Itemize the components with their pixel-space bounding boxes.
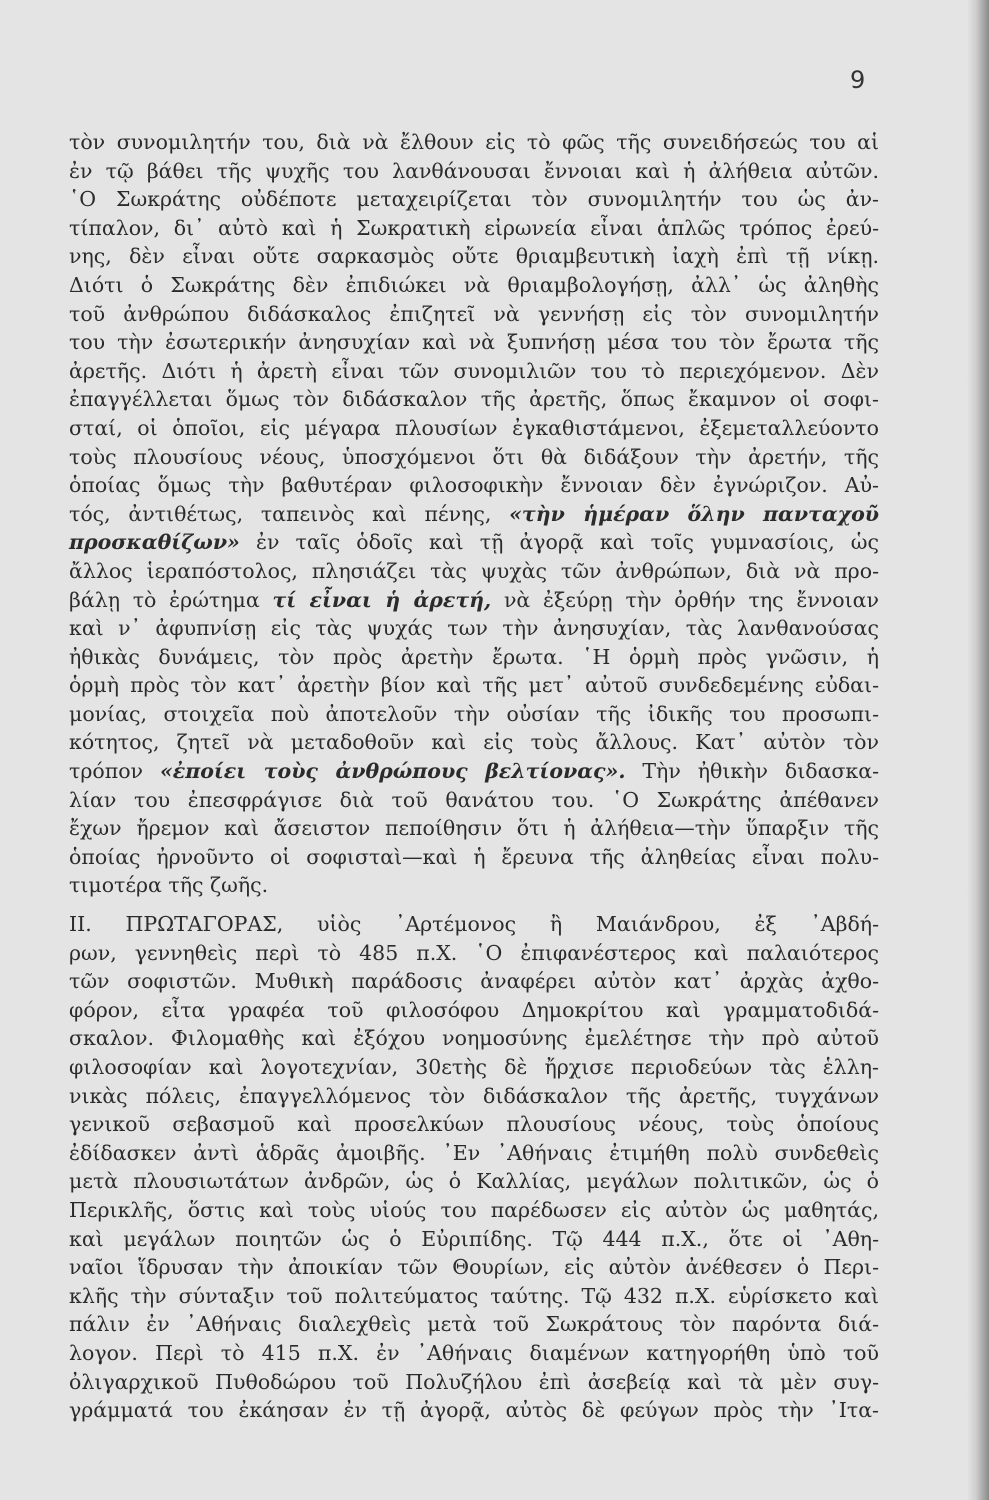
text-line: τοῦ ἀνθρώπου διδάσκαλος ἐπιζητεῖ νὰ γεννήσῃ εἰς τὸν συνομιλητήν xyxy=(69,301,879,326)
text-line: τρόπον «ἐποίει τοὺς ἀνθρώπους βελτίονας». Τὴν ἠθικὴν διδασκα- xyxy=(69,759,880,784)
text-line: τοὺς πλουσίους νέους, ὑποσχόμενοι ὅτι θὰ διδάξουν τὴν ἀρετήν, τῆς xyxy=(69,444,879,469)
text-line: σταί, οἱ ὁποῖοι, εἰς μέγαρα πλουσίων ἐγκαθιστάμενοι, ἐξεμεταλλεύοντο xyxy=(69,415,879,440)
text-line: τὸν συνομιλητήν του, διὰ νὰ ἔλθουν εἰς τὸ φῶς τῆς συνειδήσεώς του αἱ xyxy=(69,130,879,154)
text-line: βάλῃ τὸ ἐρώτημα τί εἶναι ἡ ἀρετή, νὰ ἐξεύρῃ τὴν ὀρθήν της ἔννοιαν xyxy=(69,587,879,612)
text-line: τιμοτέρα τῆς ζωῆς. xyxy=(69,873,269,898)
text-line: τίπαλον, δι᾿ αὐτὸ καὶ ἡ Σωκρατικὴ εἰρωνεία εἶναι ἁπλῶς τρόπος ἐρεύ- xyxy=(69,215,879,240)
text-line: φόρον, εἶτα γραφέα τοῦ φιλοσόφου Δημοκρίτου καὶ γραμματοδιδά- xyxy=(69,997,879,1022)
emphasized-quote: προσκαθίζων» xyxy=(69,530,240,555)
text-line: ἠθικὰς δυνάμεις, τὸν πρὸς ἀρετὴν ἔρωτα. ῾Η ὁρμὴ πρὸς γνῶσιν, ἡ xyxy=(69,644,879,669)
text-line: λογον. Περὶ τὸ 415 π.Χ. ἐν ᾿Αθήναις διαμένων κατηγορήθη ὑπὸ τοῦ xyxy=(69,1340,879,1365)
emphasized-quote: τί εἶναι ἡ ἀρετή, xyxy=(272,587,492,612)
text-line: ὀλιγαρχικοῦ Πυθοδώρου τοῦ Πολυζήλου ἐπὶ ἀσεβείᾳ καὶ τὰ μὲν συγ- xyxy=(69,1369,879,1394)
text-line: τός, ἀντιθέτως, ταπεινὸς καὶ πένης, «τὴν ἡμέραν ὅλην πανταχοῦ xyxy=(69,501,879,526)
emphasized-quote: «τὴν ἡμέραν ὅλην πανταχοῦ xyxy=(509,501,879,526)
text-line: ναῖοι ἵδρυσαν τὴν ἀποικίαν τῶν Θουρίων, εἰς αὐτὸν ἀνέθεσεν ὁ Περι- xyxy=(69,1255,879,1280)
text-line: ὁποίας ἠρνοῦντο οἱ σοφισταὶ—καὶ ἡ ἔρευνα τῆς ἀληθείας εἶναι πολυ- xyxy=(69,844,879,869)
paragraph-gap xyxy=(69,900,879,910)
text-line: του τὴν ἐσωτερικήν ἀνησυχίαν καὶ νὰ ξυπνήσῃ μέσα του τὸν ἔρωτα τῆς xyxy=(69,330,879,355)
text-line: πάλιν ἐν ᾿Αθήναις διαλεχθεὶς μετὰ τοῦ Σωκράτους τὸν παρόντα διά- xyxy=(69,1312,879,1337)
text-line: κότητος, ζητεῖ νὰ μεταδοθοῦν καὶ εἰς τοὺς ἄλλους. Κατ᾿ αὐτὸν τὸν xyxy=(69,730,879,755)
text-line: ὁρμὴ πρὸς τὸν κατ᾿ ἀρετὴν βίον καὶ τῆς μετ᾿ αὐτοῦ συνδεδεμένης εὐδαι- xyxy=(69,673,879,698)
text-line: ὁποίας ὅμως τὴν βαθυτέραν φιλοσοφικὴν ἔννοιαν δὲν ἐγνώριζον. Αὐ- xyxy=(69,473,879,498)
text-line: νης, δὲν εἶναι οὔτε σαρκασμὸς οὔτε θριαμβευτικὴ ἰαχὴ ἐπὶ τῇ νίκῃ. xyxy=(69,244,879,269)
text-line: ῾Ο Σωκράτης οὐδέποτε μεταχειρίζεται τὸν συνομιλητήν του ὡς ἀν- xyxy=(69,187,879,212)
text-line: ἐν τῷ βάθει τῆς ψυχῆς του λανθάνουσαι ἔννοιαι καὶ ἡ ἀλήθεια αὐτῶν. xyxy=(69,158,879,183)
text-line: κλῆς τὴν σύνταξιν τοῦ πολιτεύματος ταύτης. Τῷ 432 π.Χ. εὑρίσκετο καὶ xyxy=(69,1283,879,1308)
text-line: γενικοῦ σεβασμοῦ καὶ προσελκύων πλουσίους νέους, τοὺς ὁποίους xyxy=(69,1112,879,1137)
text-line: καὶ μεγάλων ποιητῶν ὡς ὁ Εὐριπίδης. Τῷ 444 π.Χ., ὅτε οἱ ᾿Αθη- xyxy=(69,1226,879,1251)
text-line: Διότι ὁ Σωκράτης δὲν ἐπιδιώκει νὰ θριαμβολογήσῃ, ἀλλ᾿ ὡς ἀληθὴς xyxy=(69,272,879,297)
text-line: ρων, γεννηθεὶς περὶ τὸ 485 π.Χ. ῾Ο ἐπιφανέστερος καὶ παλαιότερος xyxy=(69,940,879,965)
text-line: σκαλον. Φιλομαθὴς καὶ ἐξόχου νοημοσύνης ἐμελέτησε τὴν πρὸ αὐτοῦ xyxy=(69,1026,879,1051)
body-text xyxy=(69,128,879,1425)
text-line: ἀρετῆς. Διότι ἡ ἀρετὴ εἶναι τῶν συνομιλιῶν του τὸ περιεχόμενον. Δὲν xyxy=(69,358,879,383)
page-number: 9 xyxy=(850,66,866,94)
text-line: ἄλλος ἱεραπόστολος, πλησιάζει τὰς ψυχὰς τῶν ἀνθρώπων, διὰ νὰ προ- xyxy=(69,558,879,583)
text-line: μετὰ πλουσιωτάτων ἀνδρῶν, ὡς ὁ Καλλίας, μεγάλων πολιτικῶν, ὡς ὁ xyxy=(69,1169,879,1194)
text-line: ἔχων ἤρεμον καὶ ἄσειστον πεποίθησιν ὅτι ἡ ἀλήθεια—τὴν ὕπαρξιν τῆς xyxy=(69,816,879,841)
text-line: νικὰς πόλεις, ἐπαγγελλόμενος τὸν διδάσκαλον τῆς ἀρετῆς, τυγχάνων xyxy=(69,1083,879,1108)
text-line: Περικλῆς, ὅστις καὶ τοὺς υἱούς του παρέδωσεν εἰς αὐτὸν ὡς μαθητάς, xyxy=(69,1197,879,1222)
text-line: μονίας, στοιχεῖα ποὺ ἀποτελοῦν τὴν οὐσίαν τῆς ἰδικῆς του προσωπι- xyxy=(69,701,879,726)
text-line: καὶ ν᾿ ἀφυπνίσῃ εἰς τὰς ψυχάς των τὴν ἀνησυχίαν, τὰς λανθανούσας xyxy=(69,616,879,641)
text-line: γράμματά του ἐκάησαν ἐν τῇ ἀγορᾷ, αὐτὸς δὲ φεύγων πρὸς τὴν ᾿Ιτα- xyxy=(69,1398,879,1423)
text-line: τῶν σοφιστῶν. Μυθικὴ παράδοσις ἀναφέρει αὐτὸν κατ᾿ ἀρχὰς ἀχθο- xyxy=(69,969,879,994)
book-spine-shadow xyxy=(967,0,989,1500)
text-line: λίαν του ἐπεσφράγισε διὰ τοῦ θανάτου του. ῾Ο Σωκράτης ἀπέθανεν xyxy=(69,787,879,812)
text-line: προσκαθίζων» ἐν ταῖς ὁδοῖς καὶ τῇ ἀγορᾷ καὶ τοῖς γυμνασίοις, ὡς xyxy=(69,530,879,555)
text-line: II. ΠΡΩΤΑΓΟΡΑΣ, υἱὸς ᾿Αρτέμονος ἢ Μαιάνδρου, ἐξ ᾿Αβδή- xyxy=(69,912,879,937)
emphasized-quote: «ἐποίει τοὺς ἀνθρώπους βελτίονας». xyxy=(159,759,626,784)
text-line: ἐδίδασκεν ἀντὶ ἁδρᾶς ἀμοιβῆς. ᾿Εν ᾿Αθήναις ἐτιμήθη πολὺ συνδεθεὶς xyxy=(69,1140,879,1165)
text-line: ἐπαγγέλλεται ὅμως τὸν διδάσκαλον τῆς ἀρετῆς, ὅπως ἔκαμνον οἱ σοφι- xyxy=(69,387,879,412)
text-line: φιλοσοφίαν καὶ λογοτεχνίαν, 30ετὴς δὲ ἤρχισε περιοδεύων τὰς ἑλλη- xyxy=(69,1055,879,1079)
